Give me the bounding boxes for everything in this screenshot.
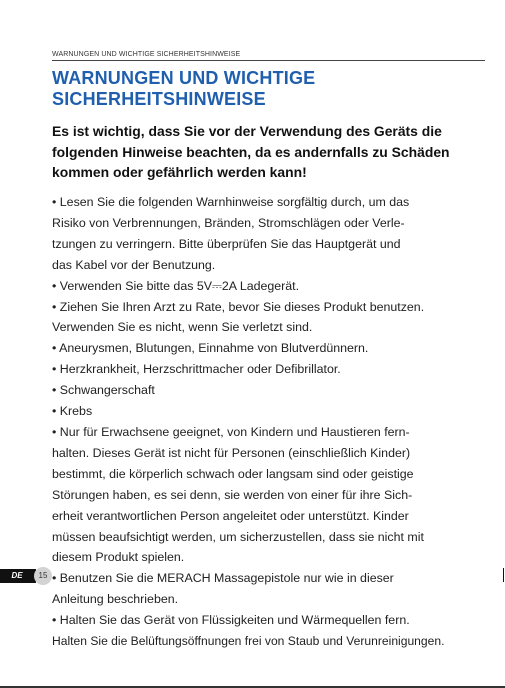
body-line: • Verwenden Sie bitte das 5V⎓2A Ladegerät. [52,278,300,293]
edge-mark [503,568,504,582]
body-line: tzungen zu verringern. Bitte überprüfen Sie das Hauptgerät und [52,236,401,251]
page-number-badge: 15 [34,567,52,585]
lead-line: folgenden Hinweise beachten, da es andernfalls zu Schäden [52,143,450,160]
body-line: • Halten Sie das Gerät von Flüssigkeiten und Wärmequellen fern. [52,613,410,628]
body-line: Verwenden Sie es nicht, wenn Sie verletzt sind. [52,320,313,335]
body-line: • Schwangerschaft [52,383,155,398]
body-line: • Herzkrankheit, Herzschrittmacher oder Defibrillator. [52,362,341,377]
body-line: Störungen haben, es sei denn, sie werden von einer für ihre Sich- [52,487,413,502]
body-line: bestimmt, die körperlich schwach oder langsam sind oder geistige [52,466,414,481]
lead-line: kommen oder gefährlich werden kann! [52,164,307,180]
body-line: • Aneurysmen, Blutungen, Einnahme von Blutverdünnern. [52,341,369,356]
running-header: WARNUNGEN UND WICHTIGE SICHERHEITSHINWEISE [52,51,241,58]
body-line: müssen beaufsichtigt werden, um sicherzustellen, dass sie nicht mit [52,529,424,544]
body-line: • Benutzen Sie die MERACH Massagepistole nur wie in dieser [52,571,394,586]
page-title [52,68,485,110]
body-line: • Nur für Erwachsene geeignet, von Kindern und Haustieren fern- [52,424,410,439]
body-line: Halten Sie die Belüftungsöffnungen frei von Staub und Verunreinigungen. [52,634,445,649]
body-line: das Kabel vor der Benutzung. [52,257,216,272]
body-line: halten. Dieses Gerät ist nicht für Personen (einschließlich Kinder) [52,445,411,460]
language-tab: DE [0,569,36,583]
body-text [52,192,492,652]
body-line: Risiko von Verbrennungen, Bränden, Stromschlägen oder Verle- [52,215,405,230]
body-line: • Ziehen Sie Ihren Arzt zu Rate, bevor Sie dieses Produkt benutzen. [52,299,425,314]
lead-line: Es ist wichtig, dass Sie vor der Verwendung des Geräts die [52,123,442,139]
body-line: • Lesen Sie die folgenden Warnhinweise sorgfältig durch, um das [52,195,410,209]
page-title-line-2: SICHERHEITSHINWEISE [52,89,266,109]
body-line: • Krebs [52,404,93,419]
header-rule [52,60,485,61]
page-title-line-1: WARNUNGEN UND WICHTIGE [52,68,316,88]
body-line: Anleitung beschrieben. [52,592,179,607]
body-line: erheit verantwortlichen Person angeleitet oder unterstützt. Kinder [52,508,409,523]
lead-paragraph [52,121,485,183]
body-line: diesem Produkt spielen. [52,550,185,565]
